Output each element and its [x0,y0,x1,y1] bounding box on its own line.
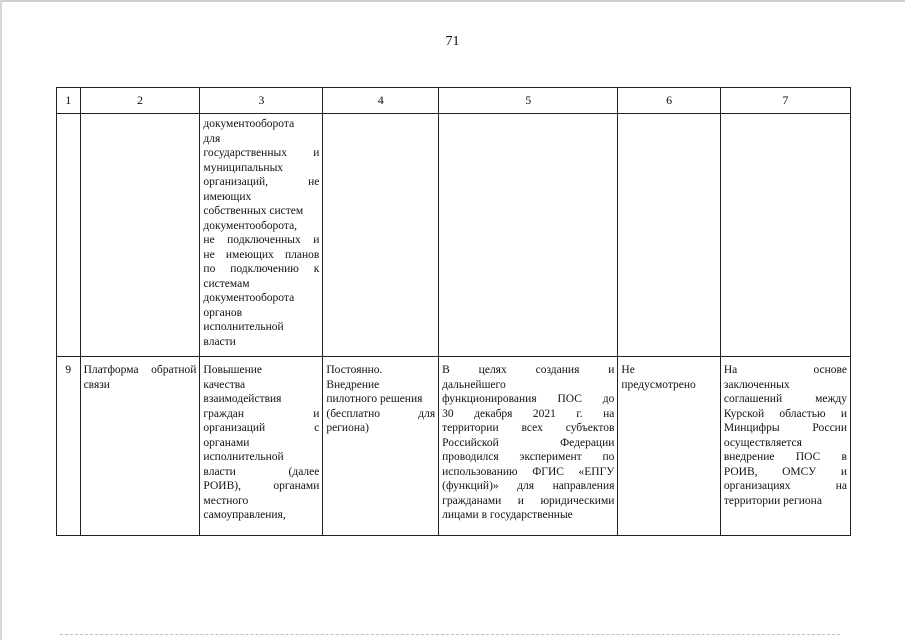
text-line: Российской Федерации [442,436,615,449]
scan-edge-bottom [60,634,840,636]
text-line: осуществляется [723,436,802,449]
cell-service-name: Платформа обратной связи [80,357,200,536]
text-line: качества [203,378,246,391]
text-line: функционирования ПОС до [442,393,615,405]
table-header-row [57,88,851,114]
header-cell: 1 [57,88,81,114]
text-line: исполнительной [203,321,284,333]
cell-empty [57,114,81,357]
header-cell: 2 [80,88,200,114]
header-cell: 3 [200,88,323,114]
text-line: На основе [723,364,847,376]
text-line: собственных систем [203,205,304,217]
text-line: организаций с [203,422,320,434]
text-line: (бесплатно для [326,407,436,420]
text-line: Минцифры России [723,422,847,434]
text-line: самоуправления, [203,509,286,521]
page-number: 71 [445,34,460,49]
cell-funding [618,357,720,536]
cell-purpose [200,357,323,536]
text-line: РОИВ, ОМСУ и [723,465,847,478]
cell-empty [80,114,200,357]
text-line: Внедрение [326,378,380,391]
text-line: Повышение [203,364,263,376]
text-line: проводился эксперимент по [442,451,615,463]
text-line: органов [203,306,243,319]
text-line: Курской областью и [723,407,847,420]
text-line: исполнительной [203,451,284,463]
scan-edge-left [0,0,2,640]
text-line: соглашений между [723,393,847,405]
table-row-continuation [57,114,851,357]
text-line: В целях создания и [442,364,615,376]
text-line: лицами в государственные [442,509,573,521]
table-row-9 [57,357,851,536]
text-line: имеющих [203,190,252,203]
text-line: гражданами и юридическими [442,494,615,507]
text-line: Постоянно. [326,364,383,376]
cell-status [720,357,850,536]
text-line: взаимодействия [203,393,282,405]
cell-empty [618,114,720,357]
text-line: документооборота [203,118,295,130]
text-line: граждан и [203,407,320,420]
text-line: местного [203,494,249,507]
text-line: территории региона [723,494,822,507]
cell-schedule [323,357,439,536]
text-line: государственных и [203,147,320,159]
cell-continuation-purpose [200,114,323,357]
cell-empty [720,114,850,357]
header-cell: 6 [618,88,720,114]
text-line: муниципальных [203,161,284,174]
text-line: документооборота [203,292,295,304]
cell-empty [439,114,618,357]
text-line: 30 декабря 2021 г. на [442,407,615,420]
text-line: внедрение ПОС в [723,451,847,463]
cell-empty [323,114,439,357]
text-line: для [203,132,221,145]
text-line: власти [203,335,236,348]
text-line: пилотного решения [326,393,423,405]
text-line: не подключенных и [203,234,320,246]
header-cell: 4 [323,88,439,114]
text-line: использованию ФГИС «ЕПГУ [442,465,615,478]
header-cell: 5 [439,88,618,114]
text-line: документооборота, [203,219,298,232]
header-cell: 7 [720,88,850,114]
row-number: 9 [57,357,81,536]
text-line: территории всех субъектов [442,422,615,434]
scan-edge-top [0,0,905,2]
document-table [56,87,851,536]
text-line: органами [203,436,250,449]
cell-description [439,357,618,536]
text-line: организаций, не [203,176,320,188]
text-line: (функций)» для направления [442,480,615,492]
text-line: по подключению к [203,263,320,275]
text-line: системам [203,277,250,290]
text-line: предусмотрено [621,378,696,391]
text-line: заключенных [723,378,790,391]
text-line: организациях на [723,480,847,492]
text-line: власти (далее [203,465,320,478]
text-line: не имеющих планов [203,248,320,261]
text-line: региона) [326,422,369,434]
text-line: Не [621,364,635,376]
text-line: дальнейшего [442,378,506,391]
text-line: РОИВ), органами [203,480,320,492]
